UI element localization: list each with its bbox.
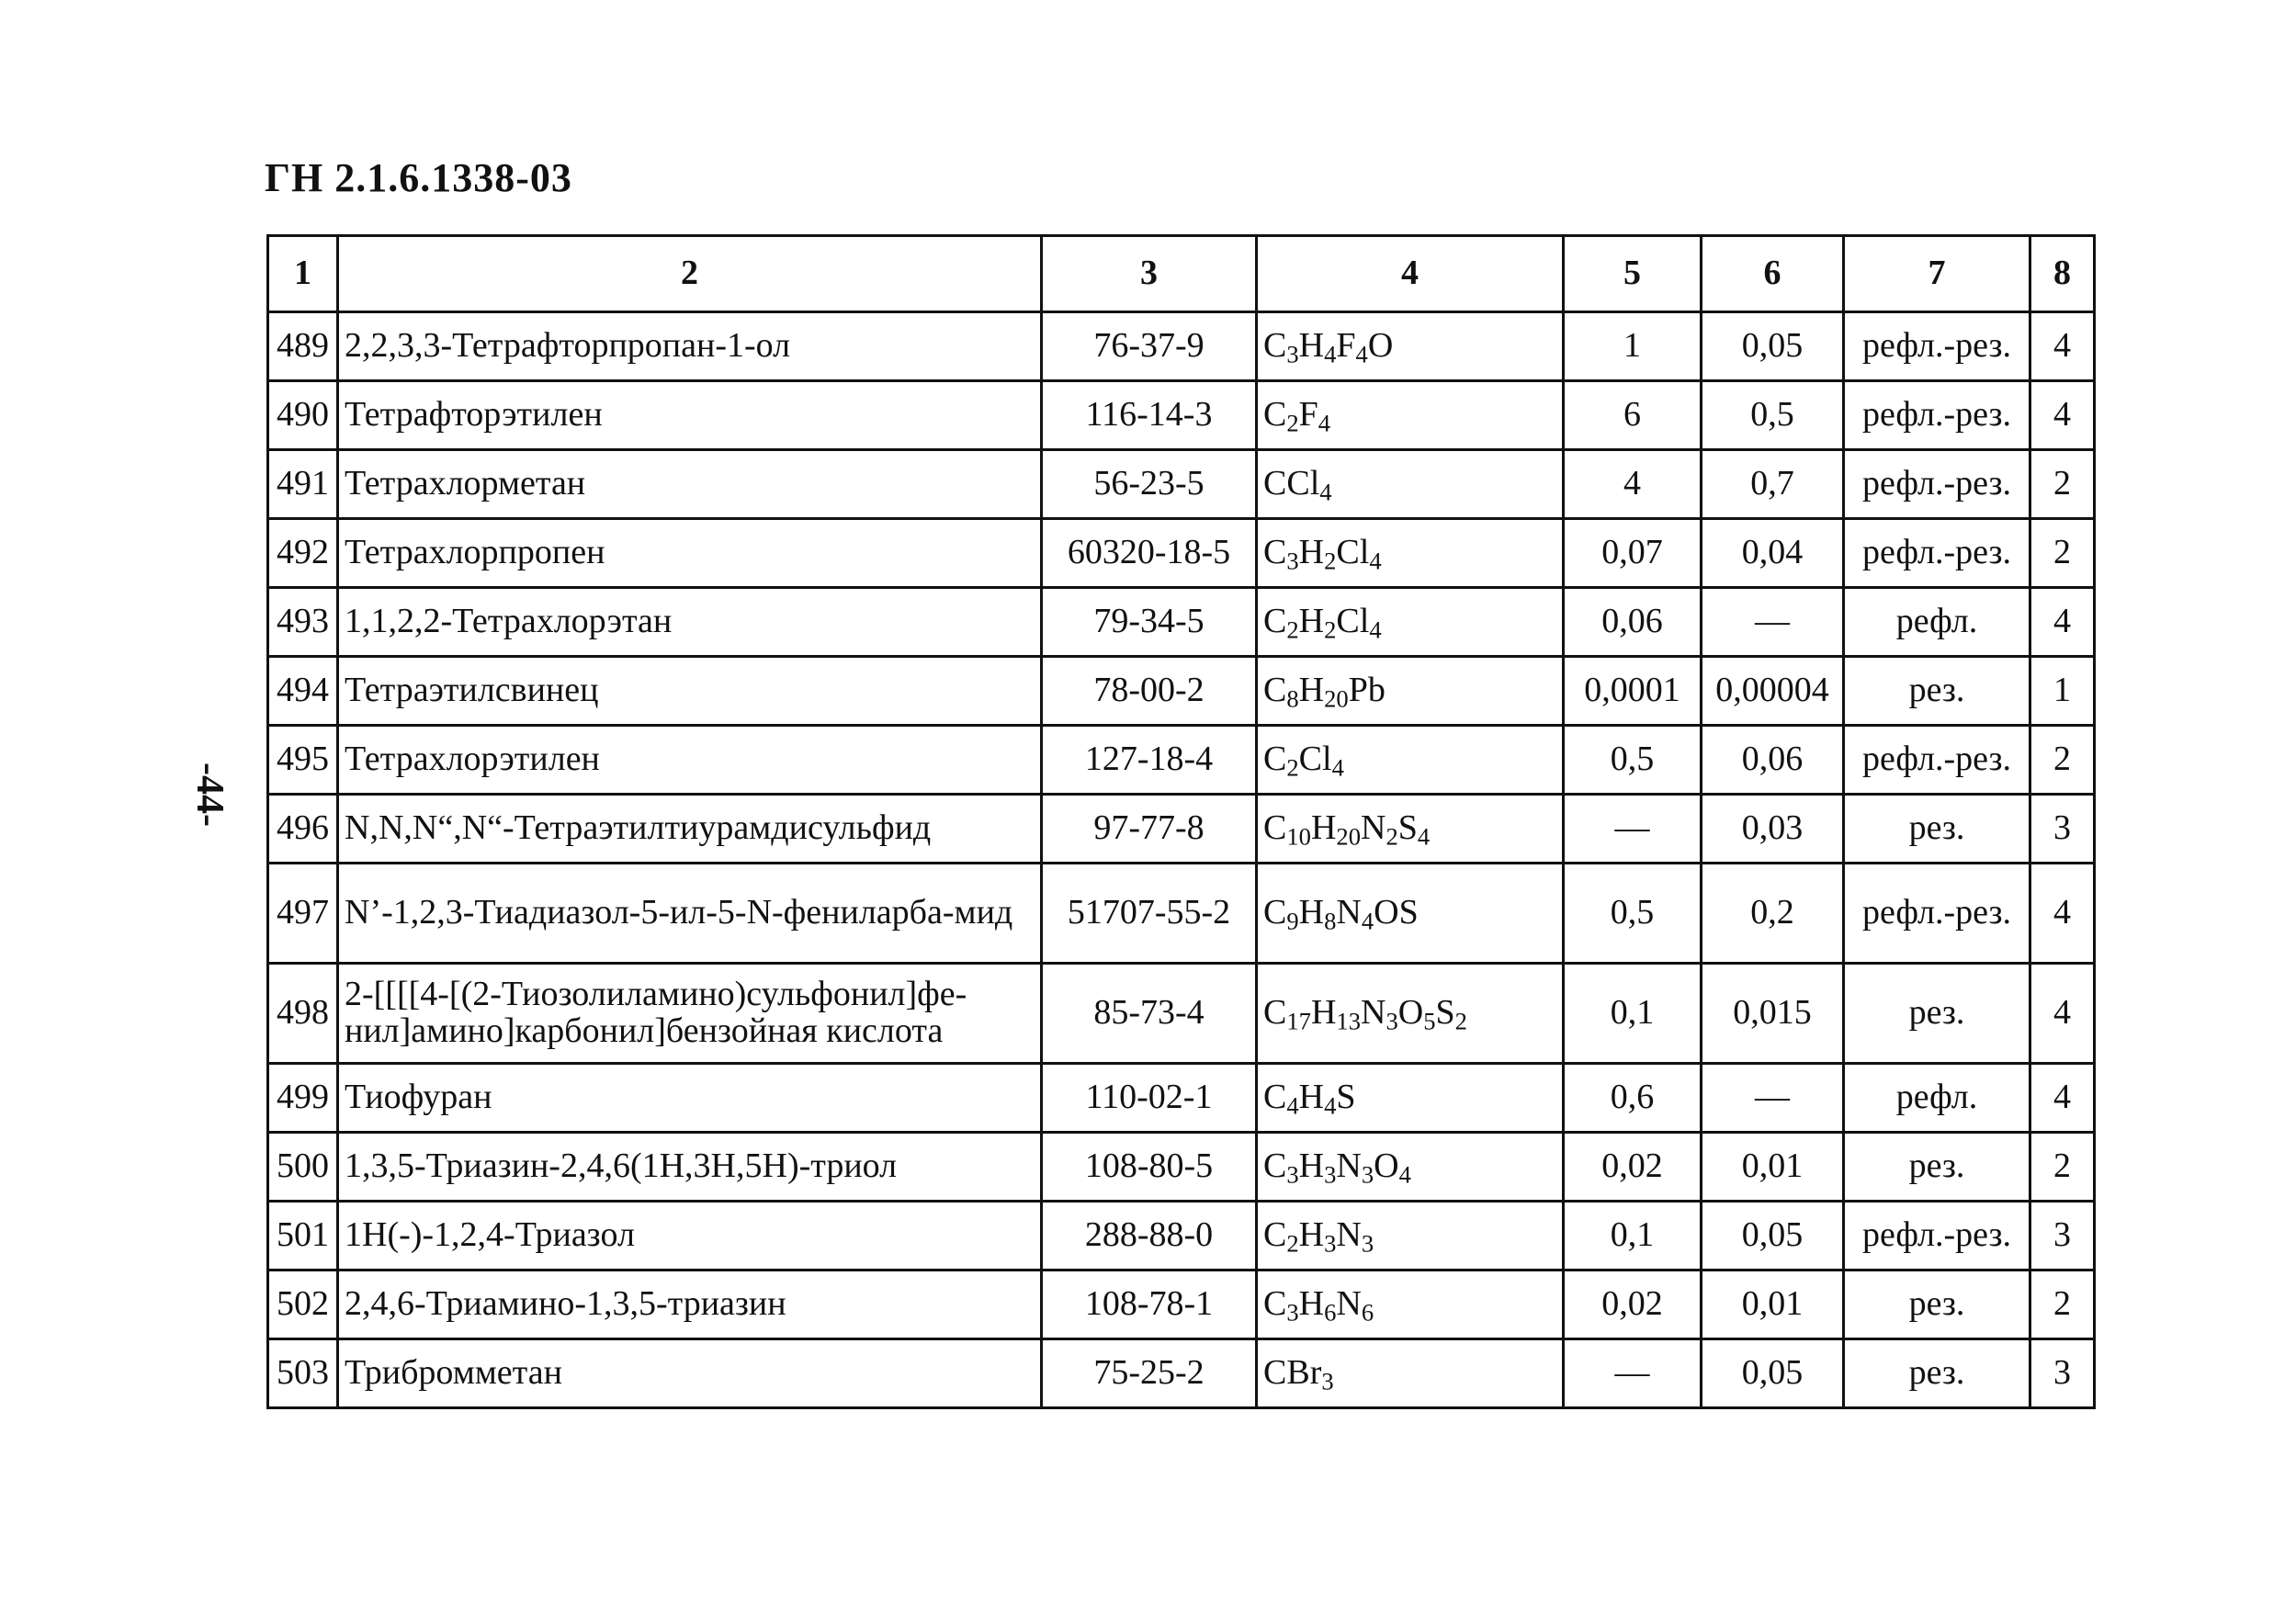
row-number-cell: 490 bbox=[268, 381, 338, 450]
effect-cell: рефл.-рез. bbox=[1844, 381, 2030, 450]
substance-name-cell: Трибромметан bbox=[338, 1339, 1042, 1408]
formula-cell: $C_3H_3N_3O_4$ bbox=[1257, 1133, 1564, 1202]
formula-cell: $C_2Cl_4$ bbox=[1257, 726, 1564, 795]
hazard-class-cell: 4 bbox=[2030, 1064, 2095, 1133]
column-header: 5 bbox=[1564, 236, 1702, 312]
table-row bbox=[268, 864, 2095, 964]
column-header: 8 bbox=[2030, 236, 2095, 312]
column-header: 6 bbox=[1702, 236, 1844, 312]
daily-average-cell: 0,06 bbox=[1702, 726, 1844, 795]
cas-number-cell: 85-73-4 bbox=[1042, 964, 1257, 1064]
max-single-cell: 0,5 bbox=[1564, 864, 1702, 964]
hazard-class-cell: 3 bbox=[2030, 1339, 2095, 1408]
table-row bbox=[268, 312, 2095, 381]
effect-cell: рез. bbox=[1844, 657, 2030, 726]
row-number-cell: 499 bbox=[268, 1064, 338, 1133]
substance-name-cell: 2,2,3,3-Тетрафторпропан-1-ол bbox=[338, 312, 1042, 381]
cas-number-cell: 116-14-3 bbox=[1042, 381, 1257, 450]
cas-number-cell: 76-37-9 bbox=[1042, 312, 1257, 381]
table-row bbox=[268, 1064, 2095, 1133]
effect-cell: рез. bbox=[1844, 964, 2030, 1064]
hazard-class-cell: 4 bbox=[2030, 864, 2095, 964]
cas-number-cell: 288-88-0 bbox=[1042, 1202, 1257, 1271]
table-row bbox=[268, 588, 2095, 657]
table-row bbox=[268, 450, 2095, 519]
daily-average-cell: 0,05 bbox=[1702, 1339, 1844, 1408]
formula-cell: $C_4H_4S$ bbox=[1257, 1064, 1564, 1133]
max-single-cell: 0,07 bbox=[1564, 519, 1702, 588]
effect-cell: рефл.-рез. bbox=[1844, 312, 2030, 381]
daily-average-cell: 0,05 bbox=[1702, 312, 1844, 381]
formula-cell: $C_8H_{20}Pb$ bbox=[1257, 657, 1564, 726]
substance-name-cell: Тиофуран bbox=[338, 1064, 1042, 1133]
effect-cell: рефл. bbox=[1844, 1064, 2030, 1133]
column-header: 2 bbox=[338, 236, 1042, 312]
cas-number-cell: 110-02-1 bbox=[1042, 1064, 1257, 1133]
column-header: 4 bbox=[1257, 236, 1564, 312]
row-number-cell: 489 bbox=[268, 312, 338, 381]
formula-cell: $C_{17}H_{13}N_3O_5S_2$ bbox=[1257, 964, 1564, 1064]
max-single-cell: — bbox=[1564, 1339, 1702, 1408]
formula-cell: $C_3H_6N_6$ bbox=[1257, 1271, 1564, 1339]
daily-average-cell: 0,01 bbox=[1702, 1271, 1844, 1339]
cas-number-cell: 108-78-1 bbox=[1042, 1271, 1257, 1339]
effect-cell: рефл.-рез. bbox=[1844, 1202, 2030, 1271]
effect-cell: рез. bbox=[1844, 1339, 2030, 1408]
hazard-class-cell: 2 bbox=[2030, 450, 2095, 519]
substance-name-cell: 2-[[[[4-[(2-Тиозолиламино)сульфонил]фе-нил]амино]карбонил]бензойная кислота bbox=[338, 964, 1042, 1064]
cas-number-cell: 56-23-5 bbox=[1042, 450, 1257, 519]
page-number-text: -44- bbox=[188, 762, 231, 827]
row-number-cell: 492 bbox=[268, 519, 338, 588]
row-number-cell: 501 bbox=[268, 1202, 338, 1271]
row-number-cell: 498 bbox=[268, 964, 338, 1064]
max-single-cell: 0,5 bbox=[1564, 726, 1702, 795]
daily-average-cell: 0,015 bbox=[1702, 964, 1844, 1064]
max-single-cell: 0,6 bbox=[1564, 1064, 1702, 1133]
row-number-cell: 491 bbox=[268, 450, 338, 519]
row-number-cell: 503 bbox=[268, 1339, 338, 1408]
hazard-class-cell: 2 bbox=[2030, 519, 2095, 588]
substance-name-cell: Тетрафторэтилен bbox=[338, 381, 1042, 450]
hazard-class-cell: 4 bbox=[2030, 381, 2095, 450]
formula-cell: CCl$_4$ bbox=[1257, 450, 1564, 519]
effect-cell: рефл.-рез. bbox=[1844, 450, 2030, 519]
substance-name-cell: Тетрахлорметан bbox=[338, 450, 1042, 519]
hazard-class-cell: 4 bbox=[2030, 588, 2095, 657]
effect-cell: рефл.-рез. bbox=[1844, 519, 2030, 588]
column-header: 1 bbox=[268, 236, 338, 312]
daily-average-cell: 0,5 bbox=[1702, 381, 1844, 450]
hazard-class-cell: 4 bbox=[2030, 312, 2095, 381]
max-single-cell: 0,02 bbox=[1564, 1133, 1702, 1202]
table-row bbox=[268, 381, 2095, 450]
column-header: 3 bbox=[1042, 236, 1257, 312]
daily-average-cell: — bbox=[1702, 1064, 1844, 1133]
table-row bbox=[268, 795, 2095, 864]
formula-cell: $C_9H_8N_4OS$ bbox=[1257, 864, 1564, 964]
cas-number-cell: 75-25-2 bbox=[1042, 1339, 1257, 1408]
substance-name-cell: 2,4,6-Триамино-1,3,5-триазин bbox=[338, 1271, 1042, 1339]
max-single-cell: 1 bbox=[1564, 312, 1702, 381]
daily-average-cell: 0,03 bbox=[1702, 795, 1844, 864]
cas-number-cell: 51707-55-2 bbox=[1042, 864, 1257, 964]
daily-average-cell: 0,2 bbox=[1702, 864, 1844, 964]
formula-cell: $C_3H_2Cl_4$ bbox=[1257, 519, 1564, 588]
max-single-cell: 0,1 bbox=[1564, 1202, 1702, 1271]
substance-name-cell: Тетрахлорпропен bbox=[338, 519, 1042, 588]
max-single-cell: 6 bbox=[1564, 381, 1702, 450]
max-single-cell: 0,0001 bbox=[1564, 657, 1702, 726]
daily-average-cell: 0,04 bbox=[1702, 519, 1844, 588]
cas-number-cell: 78-00-2 bbox=[1042, 657, 1257, 726]
cas-number-cell: 127-18-4 bbox=[1042, 726, 1257, 795]
formula-cell: CBr$_3$ bbox=[1257, 1339, 1564, 1408]
daily-average-cell: 0,05 bbox=[1702, 1202, 1844, 1271]
table-body bbox=[268, 312, 2095, 1408]
daily-average-cell: 0,7 bbox=[1702, 450, 1844, 519]
row-number-cell: 502 bbox=[268, 1271, 338, 1339]
substance-name-cell: N,N,N“,N“-Тетраэтилтиурамдисульфид bbox=[338, 795, 1042, 864]
substances-table bbox=[266, 234, 2096, 1409]
daily-average-cell: 0,01 bbox=[1702, 1133, 1844, 1202]
cas-number-cell: 79-34-5 bbox=[1042, 588, 1257, 657]
hazard-class-cell: 4 bbox=[2030, 964, 2095, 1064]
row-number-cell: 496 bbox=[268, 795, 338, 864]
table-row bbox=[268, 1271, 2095, 1339]
formula-cell: $C_2F_4$ bbox=[1257, 381, 1564, 450]
hazard-class-cell: 2 bbox=[2030, 1133, 2095, 1202]
hazard-class-cell: 2 bbox=[2030, 726, 2095, 795]
cas-number-cell: 97-77-8 bbox=[1042, 795, 1257, 864]
table-row bbox=[268, 1133, 2095, 1202]
table-row bbox=[268, 964, 2095, 1064]
formula-cell: $C_{10}H_{20}N_2S_4$ bbox=[1257, 795, 1564, 864]
substance-name-cell: 1H(-)-1,2,4-Триазол bbox=[338, 1202, 1042, 1271]
effect-cell: рез. bbox=[1844, 795, 2030, 864]
daily-average-cell: — bbox=[1702, 588, 1844, 657]
substance-name-cell: Тетраэтилсвинец bbox=[338, 657, 1042, 726]
effect-cell: рез. bbox=[1844, 1133, 2030, 1202]
formula-cell: $C_3H_4F_4O$ bbox=[1257, 312, 1564, 381]
row-number-cell: 497 bbox=[268, 864, 338, 964]
substance-name-cell: N’-1,2,3-Тиадиазол-5-ил-5-N-фениларба-мид bbox=[338, 864, 1042, 964]
effect-cell: рефл. bbox=[1844, 588, 2030, 657]
cas-number-cell: 60320-18-5 bbox=[1042, 519, 1257, 588]
hazard-class-cell: 3 bbox=[2030, 1202, 2095, 1271]
max-single-cell: 0,06 bbox=[1564, 588, 1702, 657]
substance-name-cell: 1,3,5-Триазин-2,4,6(1H,3H,5H)-триол bbox=[338, 1133, 1042, 1202]
daily-average-cell: 0,00004 bbox=[1702, 657, 1844, 726]
document-code: ГН 2.1.6.1338-03 bbox=[265, 155, 572, 200]
max-single-cell: 0,02 bbox=[1564, 1271, 1702, 1339]
substance-name-cell: 1,1,2,2-Тетрахлорэтан bbox=[338, 588, 1042, 657]
effect-cell: рез. bbox=[1844, 1271, 2030, 1339]
table-row bbox=[268, 1339, 2095, 1408]
row-number-cell: 493 bbox=[268, 588, 338, 657]
table-row bbox=[268, 726, 2095, 795]
effect-cell: рефл.-рез. bbox=[1844, 864, 2030, 964]
effect-cell: рефл.-рез. bbox=[1844, 726, 2030, 795]
substance-name-cell: Тетрахлорэтилен bbox=[338, 726, 1042, 795]
formula-cell: $C_2H_2Cl_4$ bbox=[1257, 588, 1564, 657]
formula-cell: $C_2H_3N_3$ bbox=[1257, 1202, 1564, 1271]
max-single-cell: — bbox=[1564, 795, 1702, 864]
table-row bbox=[268, 657, 2095, 726]
hazard-class-cell: 1 bbox=[2030, 657, 2095, 726]
row-number-cell: 495 bbox=[268, 726, 338, 795]
row-number-cell: 494 bbox=[268, 657, 338, 726]
table-row bbox=[268, 519, 2095, 588]
hazard-class-cell: 3 bbox=[2030, 795, 2095, 864]
max-single-cell: 0,1 bbox=[1564, 964, 1702, 1064]
table-header-row bbox=[268, 236, 2095, 312]
max-single-cell: 4 bbox=[1564, 450, 1702, 519]
column-header: 7 bbox=[1844, 236, 2030, 312]
row-number-cell: 500 bbox=[268, 1133, 338, 1202]
table-row bbox=[268, 1202, 2095, 1271]
hazard-class-cell: 2 bbox=[2030, 1271, 2095, 1339]
cas-number-cell: 108-80-5 bbox=[1042, 1133, 1257, 1202]
